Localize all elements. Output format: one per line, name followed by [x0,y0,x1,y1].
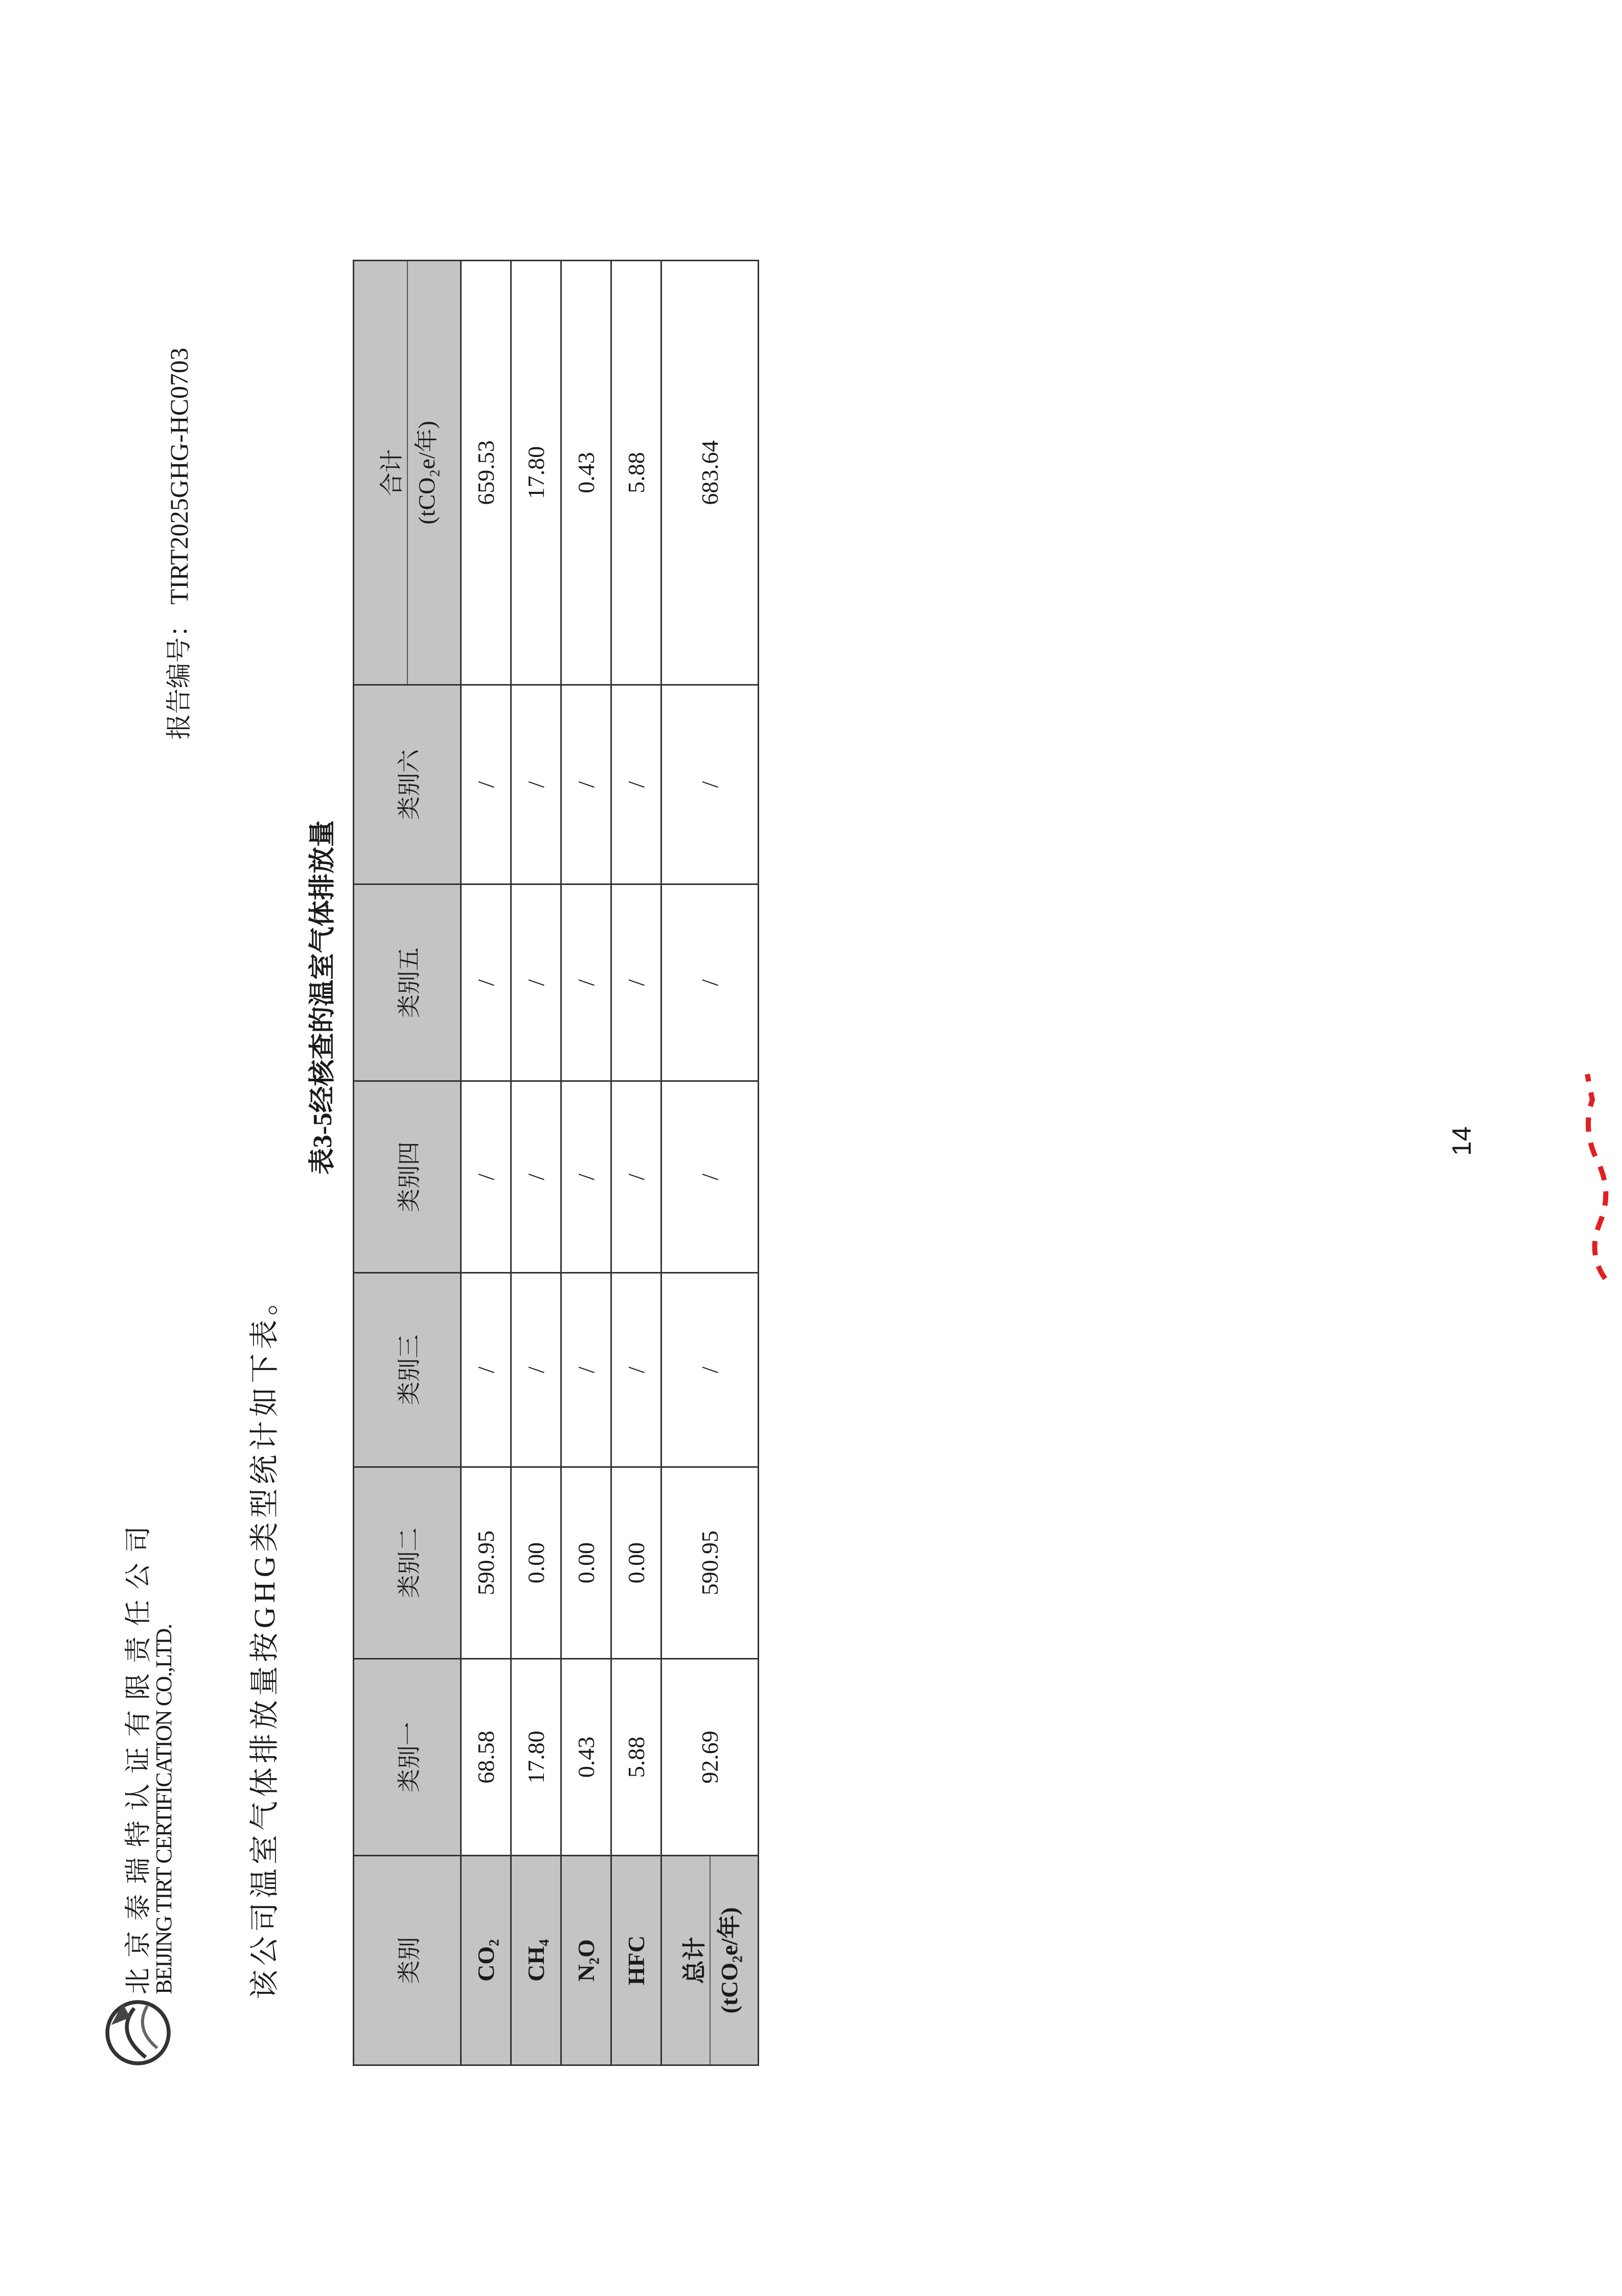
table-cell: / [611,884,661,1081]
report-number-label: 报告编号： [165,611,193,740]
company-name-cn: 北京泰瑞特认证有限责任公司 [124,1515,153,1994]
table-cell: / [511,685,561,884]
table-cell: / [561,1273,611,1467]
total-cell: 590.95 [661,1467,759,1659]
table-row [611,261,661,2065]
table-cell: / [461,1081,511,1273]
intro-paragraph: 该公司温室气体排放量按GHG类型统计如下表。 [248,1282,281,1999]
table-cell: / [561,685,611,884]
header-category-4: 类别四 [354,1081,461,1273]
total-label-cell [661,1856,759,2065]
table-cell: 5.88 [611,1659,661,1856]
header-category-2: 类别二 [354,1467,461,1659]
company-name-en: BEIJING TIRT CERTIFICATION CO.,LTD. [151,1624,176,1994]
table-cell: 68.58 [461,1659,511,1856]
table-total-row [661,261,759,2065]
table-cell: 0.00 [611,1467,661,1659]
total-cell: 92.69 [661,1659,759,1856]
table-cell: 0.43 [561,261,611,685]
table-cell: / [611,685,661,884]
report-number-block [158,348,195,740]
table-cell: / [611,1081,661,1273]
table-cell: / [561,1081,611,1273]
tirt-logo-icon [100,1994,176,2071]
total-cell: / [661,685,759,884]
table-cell: 17.80 [511,1659,561,1856]
report-number: TIRT2025GHG-HC0703 [165,348,193,605]
table-cell: / [461,884,511,1081]
total-cell: / [661,1081,759,1273]
header-category: 类别 [354,1856,461,2065]
row-gas-hfc: HFC [611,1856,661,2065]
total-cell: / [661,1273,759,1467]
emissions-table [353,260,759,2066]
header-total [354,261,461,685]
row-gas-co2: CO₂ [461,1856,511,2065]
table-row [511,261,561,2065]
table-cell: / [461,1273,511,1467]
header-category-1: 类别一 [354,1659,461,1856]
total-cell: / [661,884,759,1081]
table-cell: 0.00 [511,1467,561,1659]
table-cell: 0.00 [561,1467,611,1659]
total-cell: 683.64 [661,261,759,685]
red-seal-stamp-fragment [1577,1069,1613,1284]
header-total-label: 合计 [373,261,408,684]
total-label: 总计 [676,1856,711,2064]
table-cell: / [511,1273,561,1467]
table-title: 表3-5经核查的温室气体排放量 [308,820,337,1175]
row-gas-n2o: N₂O [561,1856,611,2065]
header-category-3: 类别三 [354,1273,461,1467]
page-number: 14 [1447,1126,1477,1156]
total-unit: (tCO₂e/年) [716,1907,742,2014]
table-cell: 659.53 [461,261,511,685]
row-gas-ch4: CH₄ [511,1856,561,2065]
table-header-row [354,261,461,2065]
table-row [461,261,511,2065]
table-cell: / [461,685,511,884]
table-cell: / [511,884,561,1081]
table-cell: 17.80 [511,261,561,685]
table-cell: / [611,1273,661,1467]
table-row [561,261,611,2065]
table-cell: 0.43 [561,1659,611,1856]
header-category-6: 类别六 [354,685,461,884]
header-category-5: 类别五 [354,884,461,1081]
header-total-unit: (tCO₂e/年) [413,421,440,525]
table-cell: 5.88 [611,261,661,685]
table-cell: / [511,1081,561,1273]
table-cell: / [561,884,611,1081]
table-cell: 590.95 [461,1467,511,1659]
